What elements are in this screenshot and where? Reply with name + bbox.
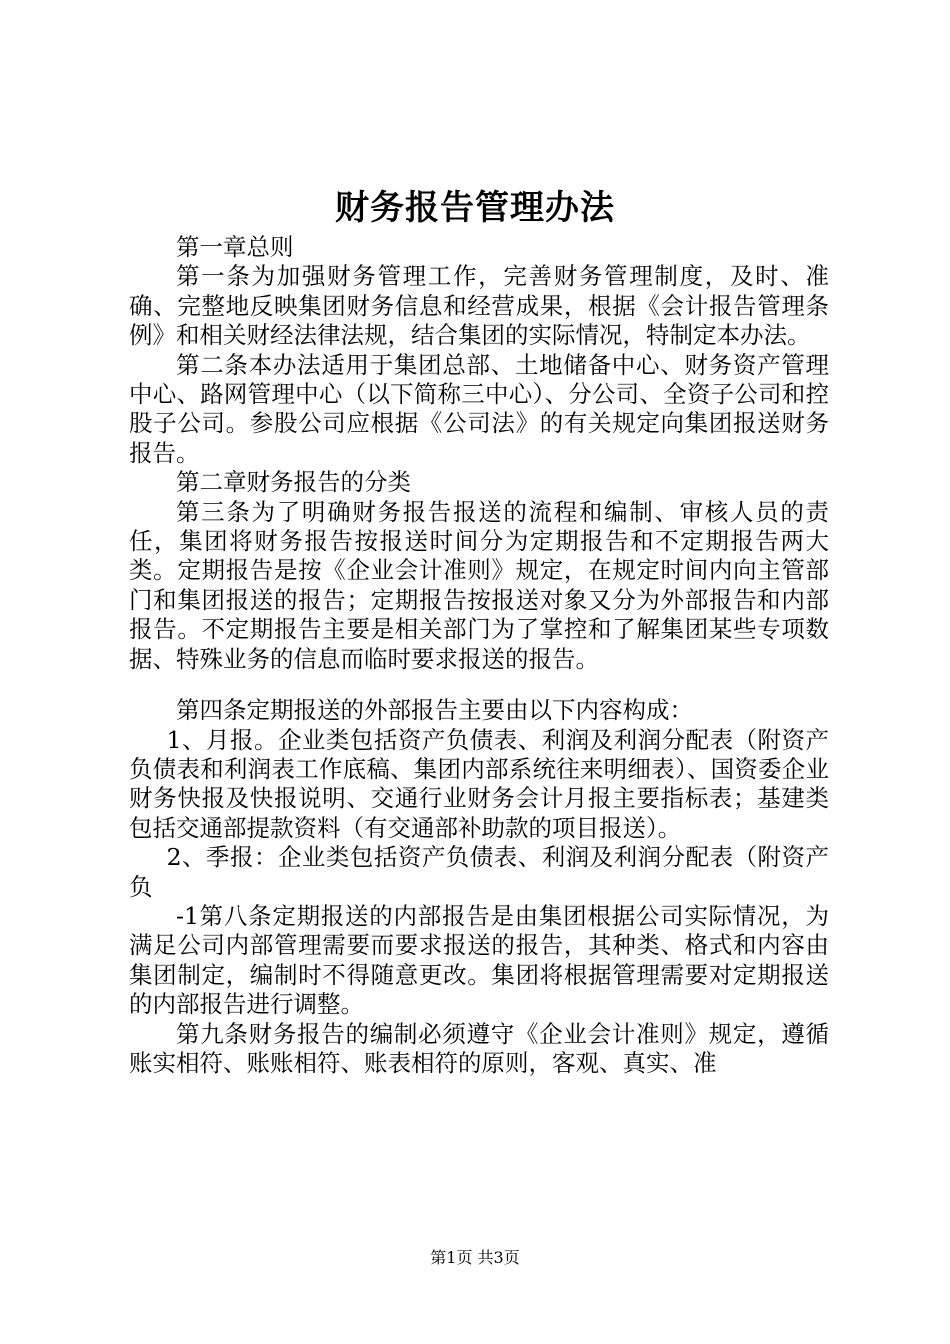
chapter-2-heading: 第二章财务报告的分类 bbox=[176, 468, 411, 497]
article-9-paragraph: 第九条财务报告的编制必须遵守《企业会计准则》规定，遵循账实相符、账账相符、账表相符的原则，客观、真实、准 bbox=[129, 1019, 829, 1077]
article-3-paragraph: 第三条为了明确财务报告报送的流程和编制、审核人员的责任，集团将财务报告按报送时间分为定期报告和不定期报告两大类。定期报告是按《企业会计准则》规定，在规定时间内向主管部门和集团报送的报告；定期报告按报送对象又分为外部报告和内部报告。不定期报告主要是相关部门为了掌控和了解集团某些专项数据、特殊业务的信息而临时要求报送的报告。 bbox=[129, 497, 829, 673]
article-4-paragraph: 第四条定期报送的外部报告主要由以下内容构成： bbox=[176, 696, 693, 725]
article-2-paragraph: 第二条本办法适用于集团总部、土地储备中心、财务资产管理中心、路网管理中心（以下简称三中心）、分公司、全资子公司和控股子公司。参股公司应根据《公司法》的有关规定向集团报送财务报告。 bbox=[129, 350, 829, 467]
document-body bbox=[129, 233, 829, 1078]
article-8-paragraph: -1第八条定期报送的内部报告是由集团根据公司实际情况，为满足公司内部管理需要而要求报送的报告，其种类、格式和内容由集团制定，编制时不得随意更改。集团将根据管理需要对定期报送的内部报告进行调整。 bbox=[129, 901, 829, 1019]
page-number-footer: 第1页 共3页 bbox=[430, 1248, 520, 1267]
document-title: 财务报告管理办法 bbox=[335, 188, 615, 228]
quarterly-report-item: 2、季报：企业类包括资产负债表、利润及利润分配表（附资产负 bbox=[129, 843, 829, 901]
article-1-paragraph: 第一条为加强财务管理工作，完善财务管理制度，及时、准确、完整地反映集团财务信息和经营成果，根据《会计报告管理条例》和相关财经法律法规，结合集团的实际情况，特制定本办法。 bbox=[129, 262, 829, 350]
chapter-1-heading: 第一章总则 bbox=[176, 233, 294, 261]
monthly-report-item: 1、月报。企业类包括资产负债表、利润及利润分配表（附资产负债表和利润表工作底稿、集团内部系统往来明细表）、国资委企业财务快报及快报说明、交通行业财务会计月报主要指标表；基建类包括交通部提款资料（有交通部补助款的项目报送）。 bbox=[129, 725, 829, 842]
